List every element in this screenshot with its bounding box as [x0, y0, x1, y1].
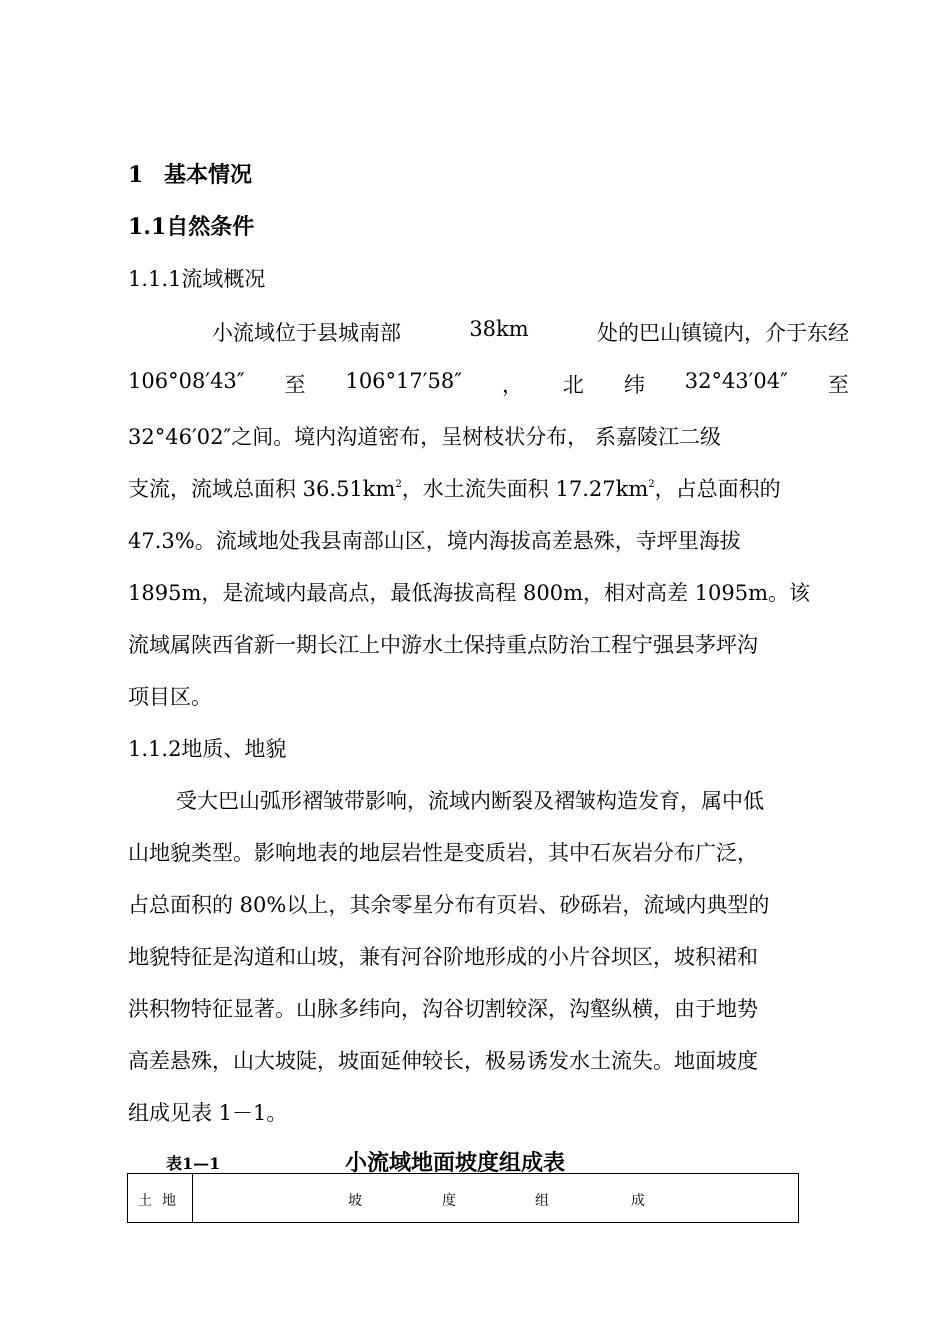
table-title: 小流域地面坡度组成表	[345, 1150, 566, 1176]
slope-table	[127, 1173, 799, 1223]
paragraph-line: 项目区。	[128, 685, 212, 709]
section-heading-1-1-1: 1.1.1流域概况	[128, 267, 266, 291]
table-header-char: 成	[631, 1193, 645, 1209]
paragraph-line: 占总面积的 80%以上，其余零星分布有页岩、砂砾岩，流域内典型的	[128, 893, 770, 917]
text-run: ，占总面积的	[654, 477, 781, 501]
table-header-char: 组	[535, 1193, 549, 1209]
paragraph-line	[128, 473, 849, 503]
table-header-char: 坡	[348, 1193, 362, 1209]
text-run: ，	[502, 373, 523, 397]
text-run: 38km	[469, 317, 529, 341]
section-heading-1	[128, 158, 252, 189]
text-run: 北	[562, 373, 584, 397]
paragraph-line: 山地貌类型。影响地表的地层岩性是变质岩，其中石灰岩分布广泛，	[128, 841, 758, 865]
table-header-land: 土地	[138, 1193, 186, 1209]
text-run: 106°17′58″	[345, 369, 463, 393]
section-heading-1-1: 1.1自然条件	[128, 214, 255, 240]
paragraph-line: 洪积物特征显著。山脉多纬向，沟谷切割较深，沟壑纵横，由于地势	[128, 997, 758, 1021]
paragraph-line: 32°46′02″之间。境内沟道密布，呈树枝状分布， 系嘉陵江二级	[128, 425, 721, 449]
paragraph-line: 1895m，是流域内最高点，最低海拔高程 800m，相对高差 1095m。该	[128, 581, 811, 605]
text-run: 至	[284, 373, 306, 397]
section-title: 基本情况	[164, 162, 253, 188]
paragraph-line: 受大巴山弧形褶皱带影响，流域内断裂及褶皱构造发育，属中低	[176, 789, 764, 813]
text-run: 小流域位于县城南部	[212, 321, 401, 345]
text-run: 至	[827, 373, 849, 397]
paragraph-line: 流域属陕西省新一期长江上中游水土保持重点防治工程宁强县茅坪沟	[128, 633, 758, 657]
paragraph-line: 47.3%。流域地处我县南部山区，境内海拔高差悬殊，寺坪里海拔	[128, 529, 741, 553]
table-header-char: 度	[442, 1193, 456, 1209]
section-number: 1	[128, 162, 144, 188]
text-run: ，水土流失面积 17.27km	[401, 477, 649, 501]
section-heading-1-1-2: 1.1.2地质、地貌	[128, 737, 287, 761]
text-run: 处的巴山镇镜内，介于东经	[597, 321, 849, 345]
text-run: 支流，流域总面积 36.51km	[128, 477, 396, 501]
paragraph-line: 地貌特征是沟道和山坡，兼有河谷阶地形成的小片谷坝区，坡积裙和	[128, 945, 758, 969]
superscript: 2	[395, 479, 402, 490]
paragraph-line	[128, 369, 849, 399]
paragraph-line: 高差悬殊，山大坡陡，坡面延伸较长，极易诱发水土流失。地面坡度	[128, 1049, 758, 1073]
text-run: 纬	[623, 373, 645, 397]
text-run: 32°43′04″	[684, 369, 788, 393]
superscript: 2	[648, 479, 655, 490]
table-divider	[192, 1174, 193, 1222]
paragraph-line	[212, 317, 849, 347]
paragraph-line: 组成见表 1－1。	[128, 1101, 288, 1125]
table-number: 表1—1	[166, 1154, 221, 1173]
text-run: 106°08′43″	[128, 369, 245, 393]
